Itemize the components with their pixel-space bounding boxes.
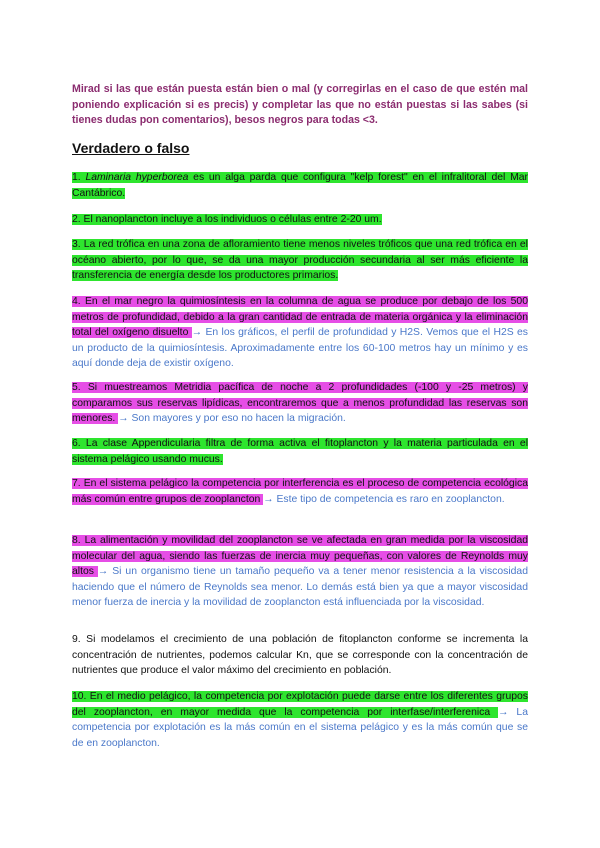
question-9-text: 9. Si modelamos el crecimiento de una población de fitoplancton conforme se incrementa la concentración de nutrientes, podemos calcular Kn, que se corresponde con la concentración de nutrientes que produce el valor máximo del crecimiento en población. <box>72 634 528 676</box>
question-5-text: 5. Si muestreamos Metridia pacífica de noche a 2 profundidades (-100 y -25 metros) y comparamos sus reservas lipídicas, encontraremos que a menos profundidad las reservas son menores. <box>72 382 528 424</box>
question-4-answer: → En los gráficos, el perfil de profundidad y H2S. Vemos que el H2S es un producto de la quimiosíntesis. Aproximadamente entre los 60-100 metros hay un mínimo y es aquí donde deja de existir oxígeno. <box>72 327 528 369</box>
question-4 <box>72 294 528 372</box>
question-3 <box>72 237 528 284</box>
question-5-answer: → Son mayores y por eso no hacen la migración. <box>118 413 346 424</box>
question-2-text: 2. El nanoplancton incluye a los individuos o células entre 2-20 um. <box>72 214 382 225</box>
question-2 <box>72 212 528 228</box>
question-7-answer: → Este tipo de competencia es raro en zooplancton. <box>263 493 505 505</box>
question-7 <box>72 476 528 507</box>
question-5 <box>72 380 528 427</box>
question-10-text: 10. En el medio pelágico, la competencia por explotación puede darse entre los diferentes grupos del zooplancton, en mayor medida que la competencia por interfase/interferenica <box>72 691 528 718</box>
question-1-species: Laminaria hyperborea <box>85 172 189 183</box>
question-6-text: 6. La clase Appendicularia filtra de forma activa el fitoplancton y la materia particulada en el sistema pelágico usando mucus. <box>72 438 528 465</box>
question-7-text: 7. En el sistema pelágico la competencia por interferencia es el proceso de competencia ecológica más común entre grupos de zooplancton <box>72 478 528 505</box>
question-10-answer: → La competencia por explotación es la más común en el sistema pelágico y es la más común que se de en zooplancton. <box>72 706 528 749</box>
question-4-text: 4. En el mar negro la quimiosíntesis en la columna de agua se produce por debajo de los 500 metros de profundidad, debido a la gran cantidad de entrada de materia orgánica y la eliminación total del oxígeno disuelto <box>72 296 528 338</box>
question-8-answer: → Si un organismo tiene un tamaño pequeño va a tener menor resistencia a la viscosidad haciendo que el número de Reynolds sea menor. Lo demás está bien ya que a mayor viscosidad menor fuerza de inercia y la movilidad de zooplancton está influenciada por la viscosidad. <box>72 566 528 608</box>
question-8 <box>72 533 528 611</box>
question-1 <box>72 170 528 201</box>
intro-paragraph: Mirad si las que están puesta están bien o mal (y corregirlas en el caso de que estén mal poniendo explicación si es precis) y completar las que no están puestas si las sabes (si tienes dudas pon comentarios), besos negros para todas <3. <box>72 83 528 126</box>
question-1-highlight <box>72 172 528 199</box>
question-9 <box>72 632 528 679</box>
question-1-number: 1. <box>72 172 86 183</box>
section-heading: Verdadero o falso <box>72 140 190 156</box>
question-8-text: 8. La alimentación y movilidad del zooplancton se ve afectada en gran medida por la viscosidad molecular del agua, siendo las fuerzas de inercia muy pequeñas, con valores de Reynolds muy altos <box>72 535 528 577</box>
question-3-text: 3. La red trófica en una zona de afloramiento tiene menos niveles tróficos que una red trófica en el océano abierto, por lo que, se da una mayor producción secundaria al ser más eficiente la transferencia de energía desde los productores primarios. <box>72 239 528 281</box>
question-1-text: es un alga parda que configura "kelp forest" en el infralitoral del Mar Cantábrico. <box>72 172 528 199</box>
question-6 <box>72 436 528 467</box>
question-10 <box>72 689 528 751</box>
